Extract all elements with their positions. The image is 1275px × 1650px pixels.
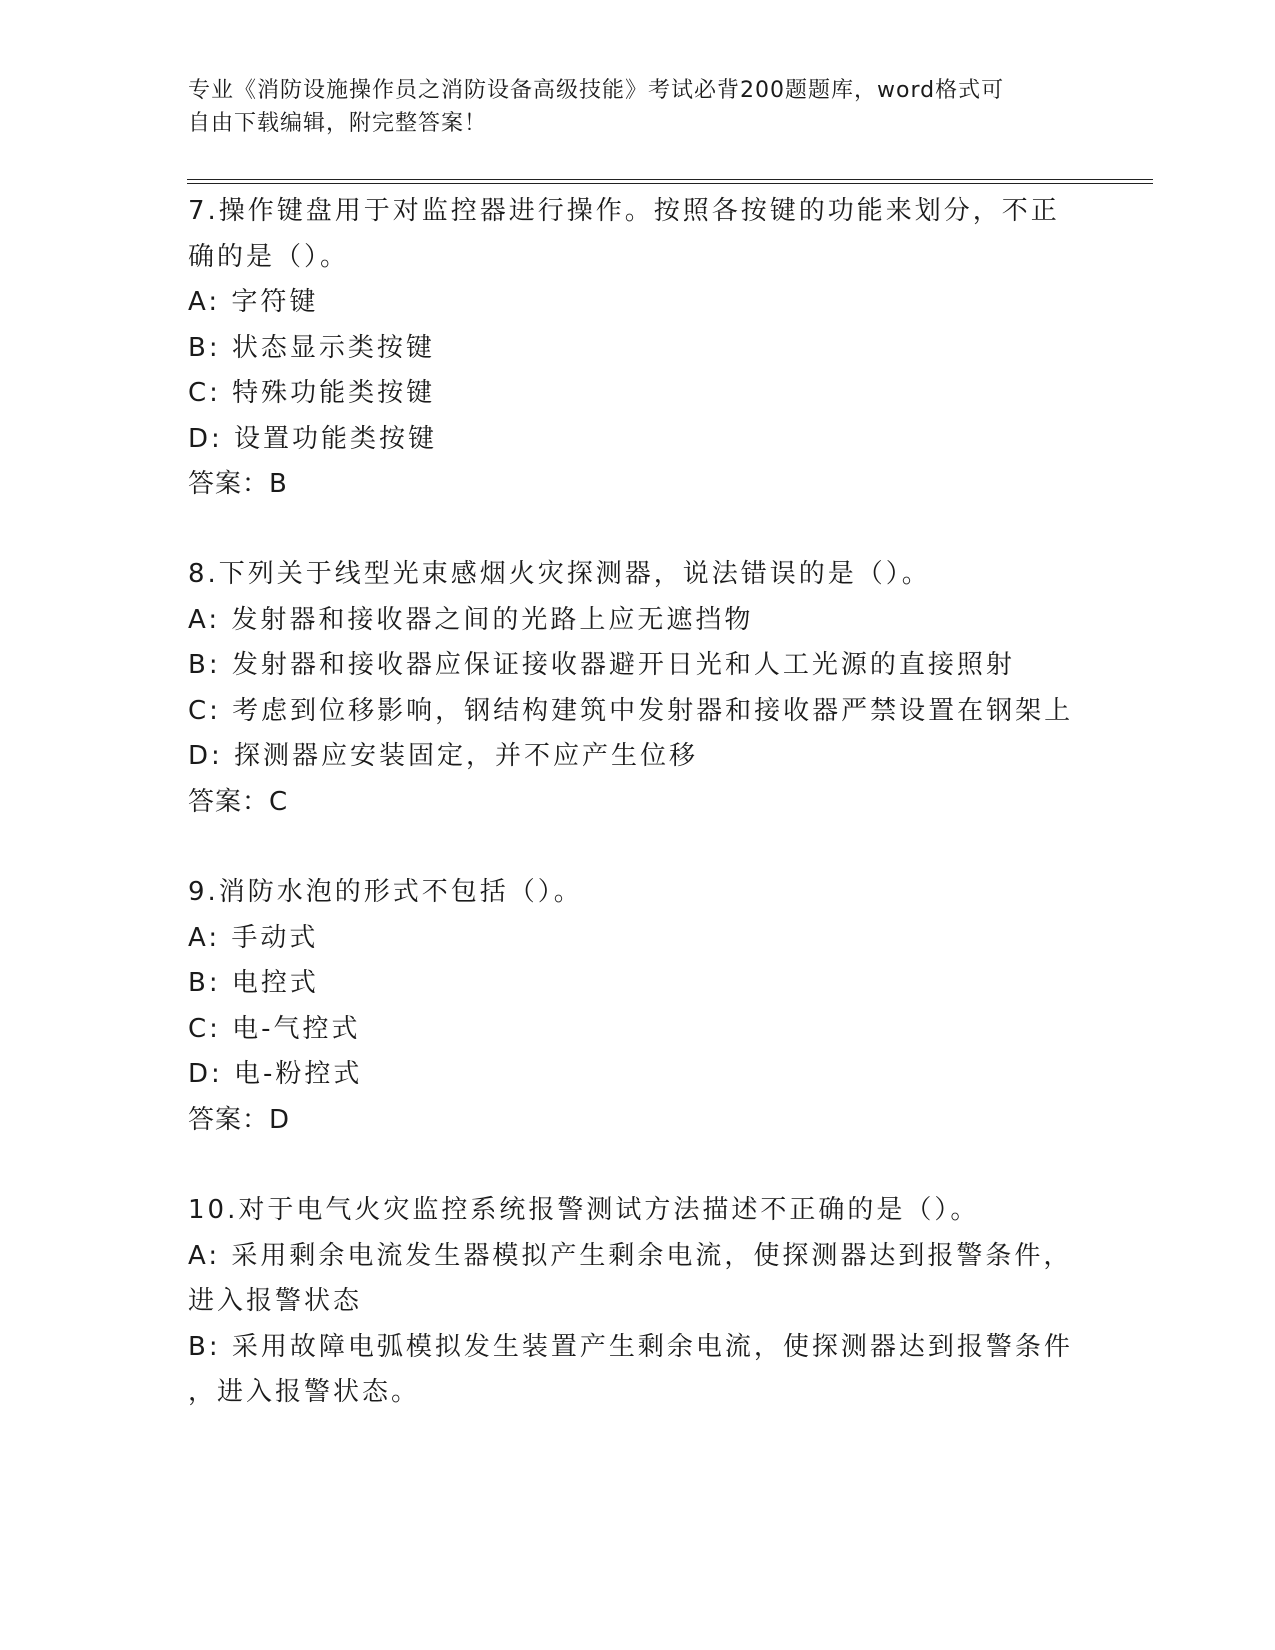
option-a: A: 发射器和接收器之间的光路上应无遮挡物 bbox=[188, 604, 754, 635]
option-d: D: 电-粉控式 bbox=[188, 1059, 363, 1089]
option-c: C: 考虑到位移影响，钢结构建筑中发射器和接收器严禁设置在钢架上 bbox=[188, 695, 1074, 726]
question-stem-line: 8.下列关于线型光束感烟火灾探测器，说法错误的是（）。 bbox=[188, 559, 931, 589]
option-b: B: 采用故障电弧模拟发生装置产生剩余电流，使探测器达到报警条件 bbox=[188, 1331, 1073, 1362]
option-a: A: 采用剩余电流发生器模拟产生剩余电流，使探测器达到报警条件， bbox=[188, 1240, 1073, 1271]
question-8 bbox=[188, 552, 1088, 825]
header-divider-secondary bbox=[187, 183, 1153, 184]
question-stem-line: 确的是（）。 bbox=[188, 241, 350, 272]
option-a: A: 字符键 bbox=[188, 287, 319, 317]
question-7 bbox=[188, 189, 1088, 508]
question-stem-line: 7.操作键盘用于对监控器进行操作。按照各按键的功能来划分，不正 bbox=[188, 196, 1060, 226]
option-c: C: 特殊功能类按键 bbox=[188, 378, 436, 408]
option-d: D: 探测器应安装固定，并不应产生位移 bbox=[188, 741, 699, 771]
header-line-2: 自由下载编辑，附完整答案！ bbox=[188, 111, 488, 136]
question-10 bbox=[188, 1188, 1088, 1416]
option-b: B: 电控式 bbox=[188, 968, 319, 998]
option-b-continued: ，进入报警状态。 bbox=[188, 1377, 421, 1407]
option-b: B: 发射器和接收器应保证接收器避开日光和人工光源的直接照射 bbox=[188, 650, 1015, 680]
header-divider bbox=[187, 179, 1153, 180]
answer-text: 答案：C bbox=[188, 786, 289, 817]
question-stem-line: 10.对于电气火灾监控系统报警测试方法描述不正确的是（）。 bbox=[188, 1195, 980, 1225]
answer-text: 答案：B bbox=[188, 469, 288, 499]
option-c: C: 电-气控式 bbox=[188, 1013, 361, 1044]
document-header bbox=[188, 74, 1068, 140]
option-d: D: 设置功能类按键 bbox=[188, 423, 438, 454]
option-b: B: 状态显示类按键 bbox=[188, 332, 435, 363]
question-stem-line: 9.消防水泡的形式不包括（）。 bbox=[188, 877, 583, 907]
option-a-continued: 进入报警状态 bbox=[188, 1286, 363, 1316]
question-9 bbox=[188, 870, 1088, 1143]
header-line-1: 专业《消防设施操作员之消防设备高级技能》考试必背200题题库，word格式可 bbox=[188, 78, 1005, 103]
option-a: A: 手动式 bbox=[188, 922, 319, 953]
answer-text: 答案：D bbox=[188, 1104, 291, 1135]
